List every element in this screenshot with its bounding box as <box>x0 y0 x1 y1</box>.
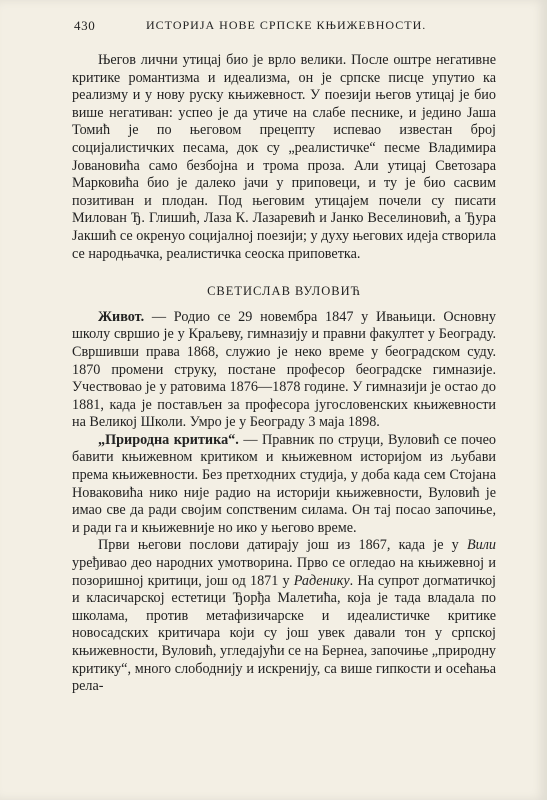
paragraph-criticism-lead: „Природна критика“. <box>98 431 239 448</box>
section-title: СВЕТИСЛАВ ВУЛОВИЋ <box>207 284 361 299</box>
paragraph-life-lead: Живот. <box>98 308 145 325</box>
paragraph-criticism-text: — Правник по струци, Вуловић се почео бавити књижевном критиком и књижевном историјом из љубави према књижевности. Без претходних студија, у доба када сем Стојана Новаковића нико није радио на историји књижевности, Вуловић је имао све да ради својим сопственим силама. Он тај посао започиње, и ради га и књижевније но ико у његово време. <box>72 431 497 536</box>
paragraph-first-works <box>72 537 496 695</box>
running-title: ИСТОРИЈА НОВЕ СРПСКЕ КЊИЖЕВНОСТИ. <box>146 18 427 32</box>
paragraph-life <box>72 309 496 432</box>
paragraph-intro: Његов лични утицај био је врло велики. После оштре негативне критике романтизма и идеализма, он је српске писце упутио ка реализму и у нову руску књижевност. У поезији његов утицај је био више негативан: успео је да утиче на слабе песнике, и једино Јаша Томић је по његовом прецепту испевао известан број социјалистичких песама, док су „реалистичке“ песме Владимира Јовановића само безбојна и трома проза. Али утицај Светозара Марковића био је далеко јачи у приповеци, и ту је био сасвим позитиван и плодан. Под његовим утицајем почели су писати Милован Ђ. Глишић, Лаза К. Лазаревић и Јанко Веселиновић, а Ђура Јакшић се окренуо социјалној поезији; у духу његових идеја створила се народњачка, реалистичка сеоска приповетка. <box>72 52 496 262</box>
paragraph-natural-criticism <box>72 432 496 538</box>
page-body <box>72 52 496 696</box>
journal-vila: Вили <box>466 537 496 554</box>
first-works-text-3: . На супрот догматичкој и класичарској естетици Ђорђа Малетића, која је тада владала по школама, против метафизичарске и идеалистичке критике новосадских критичара који су још увек давали тон у српској књижевности, Вуловић, угледајући се на Бернеа, започиње „природну критику“, много слободнију и искренију, са више гипкости и осећања рела- <box>72 572 497 695</box>
paragraph-life-text: — Родио се 29 новембра 1847 у Ивањици. Основну школу свршио је у Краљеву, гимназију и правни факултет у Београду. Свршивши права 1868, служио је неко време у београдском суду. 1870 промени струку, постане професор београдске гимназије. Учествовао је у ратовима 1876—1878 године. У гимназији је остао до 1881, када је постављен за професора југословенских књижевности на Великој Школи. Умро је у Београду 3 маја 1898. <box>72 308 496 431</box>
journal-radenik: Раденику <box>293 572 350 589</box>
page-number: 430 <box>74 18 96 33</box>
first-works-text-1: Први његови послови датирају још из 1867, када је у <box>98 537 467 554</box>
first-works-text-2: уређивао део народних умотворина. Прво се огледао на књижевној и позоришној критици, још од 1871 у <box>72 555 496 589</box>
